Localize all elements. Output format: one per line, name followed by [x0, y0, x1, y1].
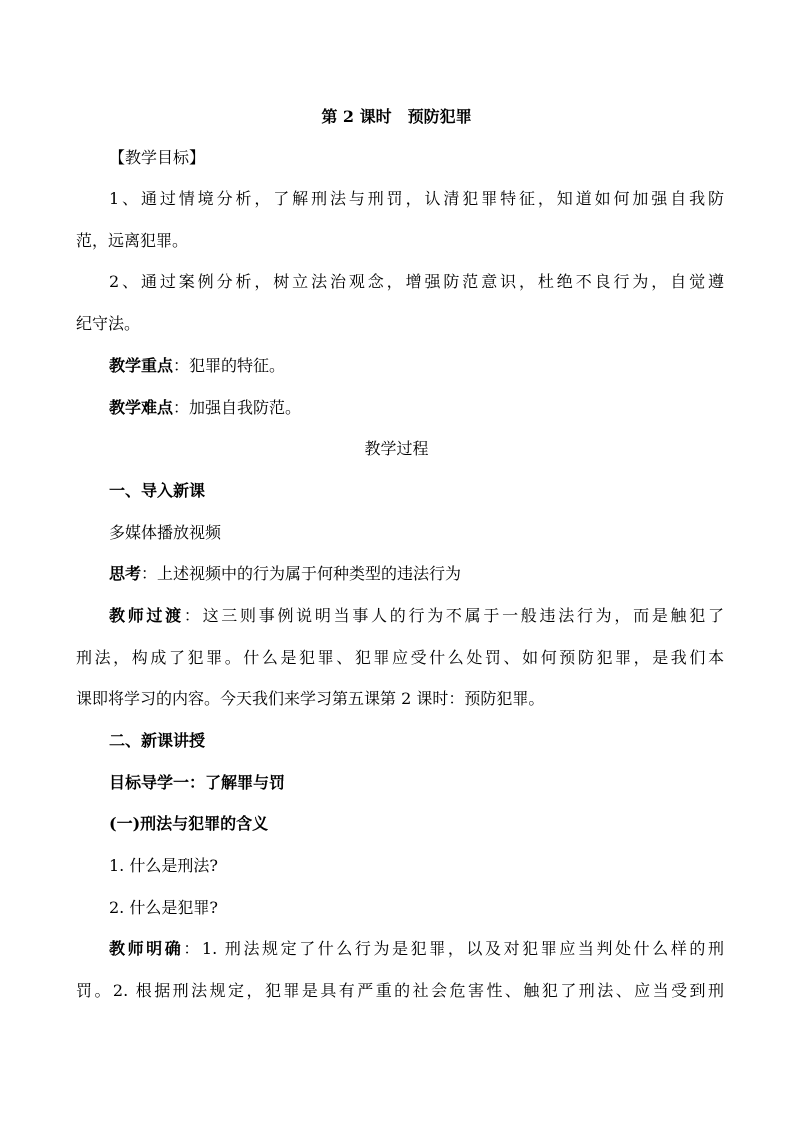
clarify-text-1: ：1. 刑法规定了什么行为是犯罪，以及对犯罪应当判处什么样的刑	[183, 939, 724, 958]
section-2-heading: 二、新课讲授	[109, 731, 206, 750]
transition-line-2: 刑法，构成了犯罪。什么是犯罪、犯罪应受什么处罚、如何预防犯罪，是我们本	[76, 648, 724, 667]
objectives-heading: 【教学目标】	[109, 148, 206, 167]
section-1-heading: 一、导入新课	[109, 481, 206, 500]
difficulty-text: ：加强自我防范。	[173, 398, 302, 417]
key-point-label: 教学重点	[109, 356, 174, 375]
question-1: 1. 什么是刑法?	[109, 856, 218, 875]
multimedia-note: 多媒体播放视频	[109, 523, 222, 542]
lesson-title: 第 2 课时 预防犯罪	[321, 107, 472, 126]
clarify-line-1	[109, 939, 724, 959]
objective-2-line-1: 2、通过案例分析，树立法治观念，增强防范意识，杜绝不良行为，自觉遵	[109, 272, 724, 291]
difficulty-label: 教学难点	[109, 398, 174, 417]
objective-2-line-2: 纪守法。	[76, 314, 141, 333]
transition-label: 教师过渡	[109, 606, 184, 625]
think-text: ：上述视频中的行为属于何种类型的违法行为	[141, 564, 462, 583]
process-heading: 教学过程	[364, 439, 429, 458]
objective-1-line-2: 范，远离犯罪。	[76, 231, 189, 250]
difficulty-point	[109, 398, 301, 418]
question-2: 2. 什么是犯罪?	[109, 898, 218, 917]
goal-1-heading: 目标导学一：了解罪与罚	[109, 773, 286, 792]
think-label: 思考	[109, 564, 142, 583]
transition-line-3: 课即将学习的内容。今天我们来学习第五课第 2 课时：预防犯罪。	[76, 689, 545, 708]
key-point	[109, 356, 285, 376]
subsection-1-heading: (一)刑法与犯罪的含义	[109, 814, 269, 833]
transition-text-1: ：这三则事例说明当事人的行为不属于一般违法行为，而是触犯了	[183, 606, 724, 625]
key-point-text: ：犯罪的特征。	[173, 356, 286, 375]
transition-line-1	[109, 606, 724, 626]
clarify-line-2: 罚。2. 根据刑法规定，犯罪是具有严重的社会危害性、触犯了刑法、应当受到刑	[76, 981, 724, 1000]
clarify-label: 教师明确	[109, 939, 184, 958]
think-question	[109, 564, 461, 584]
objective-1-line-1: 1、通过情境分析，了解刑法与刑罚，认清犯罪特征，知道如何加强自我防	[109, 189, 724, 208]
